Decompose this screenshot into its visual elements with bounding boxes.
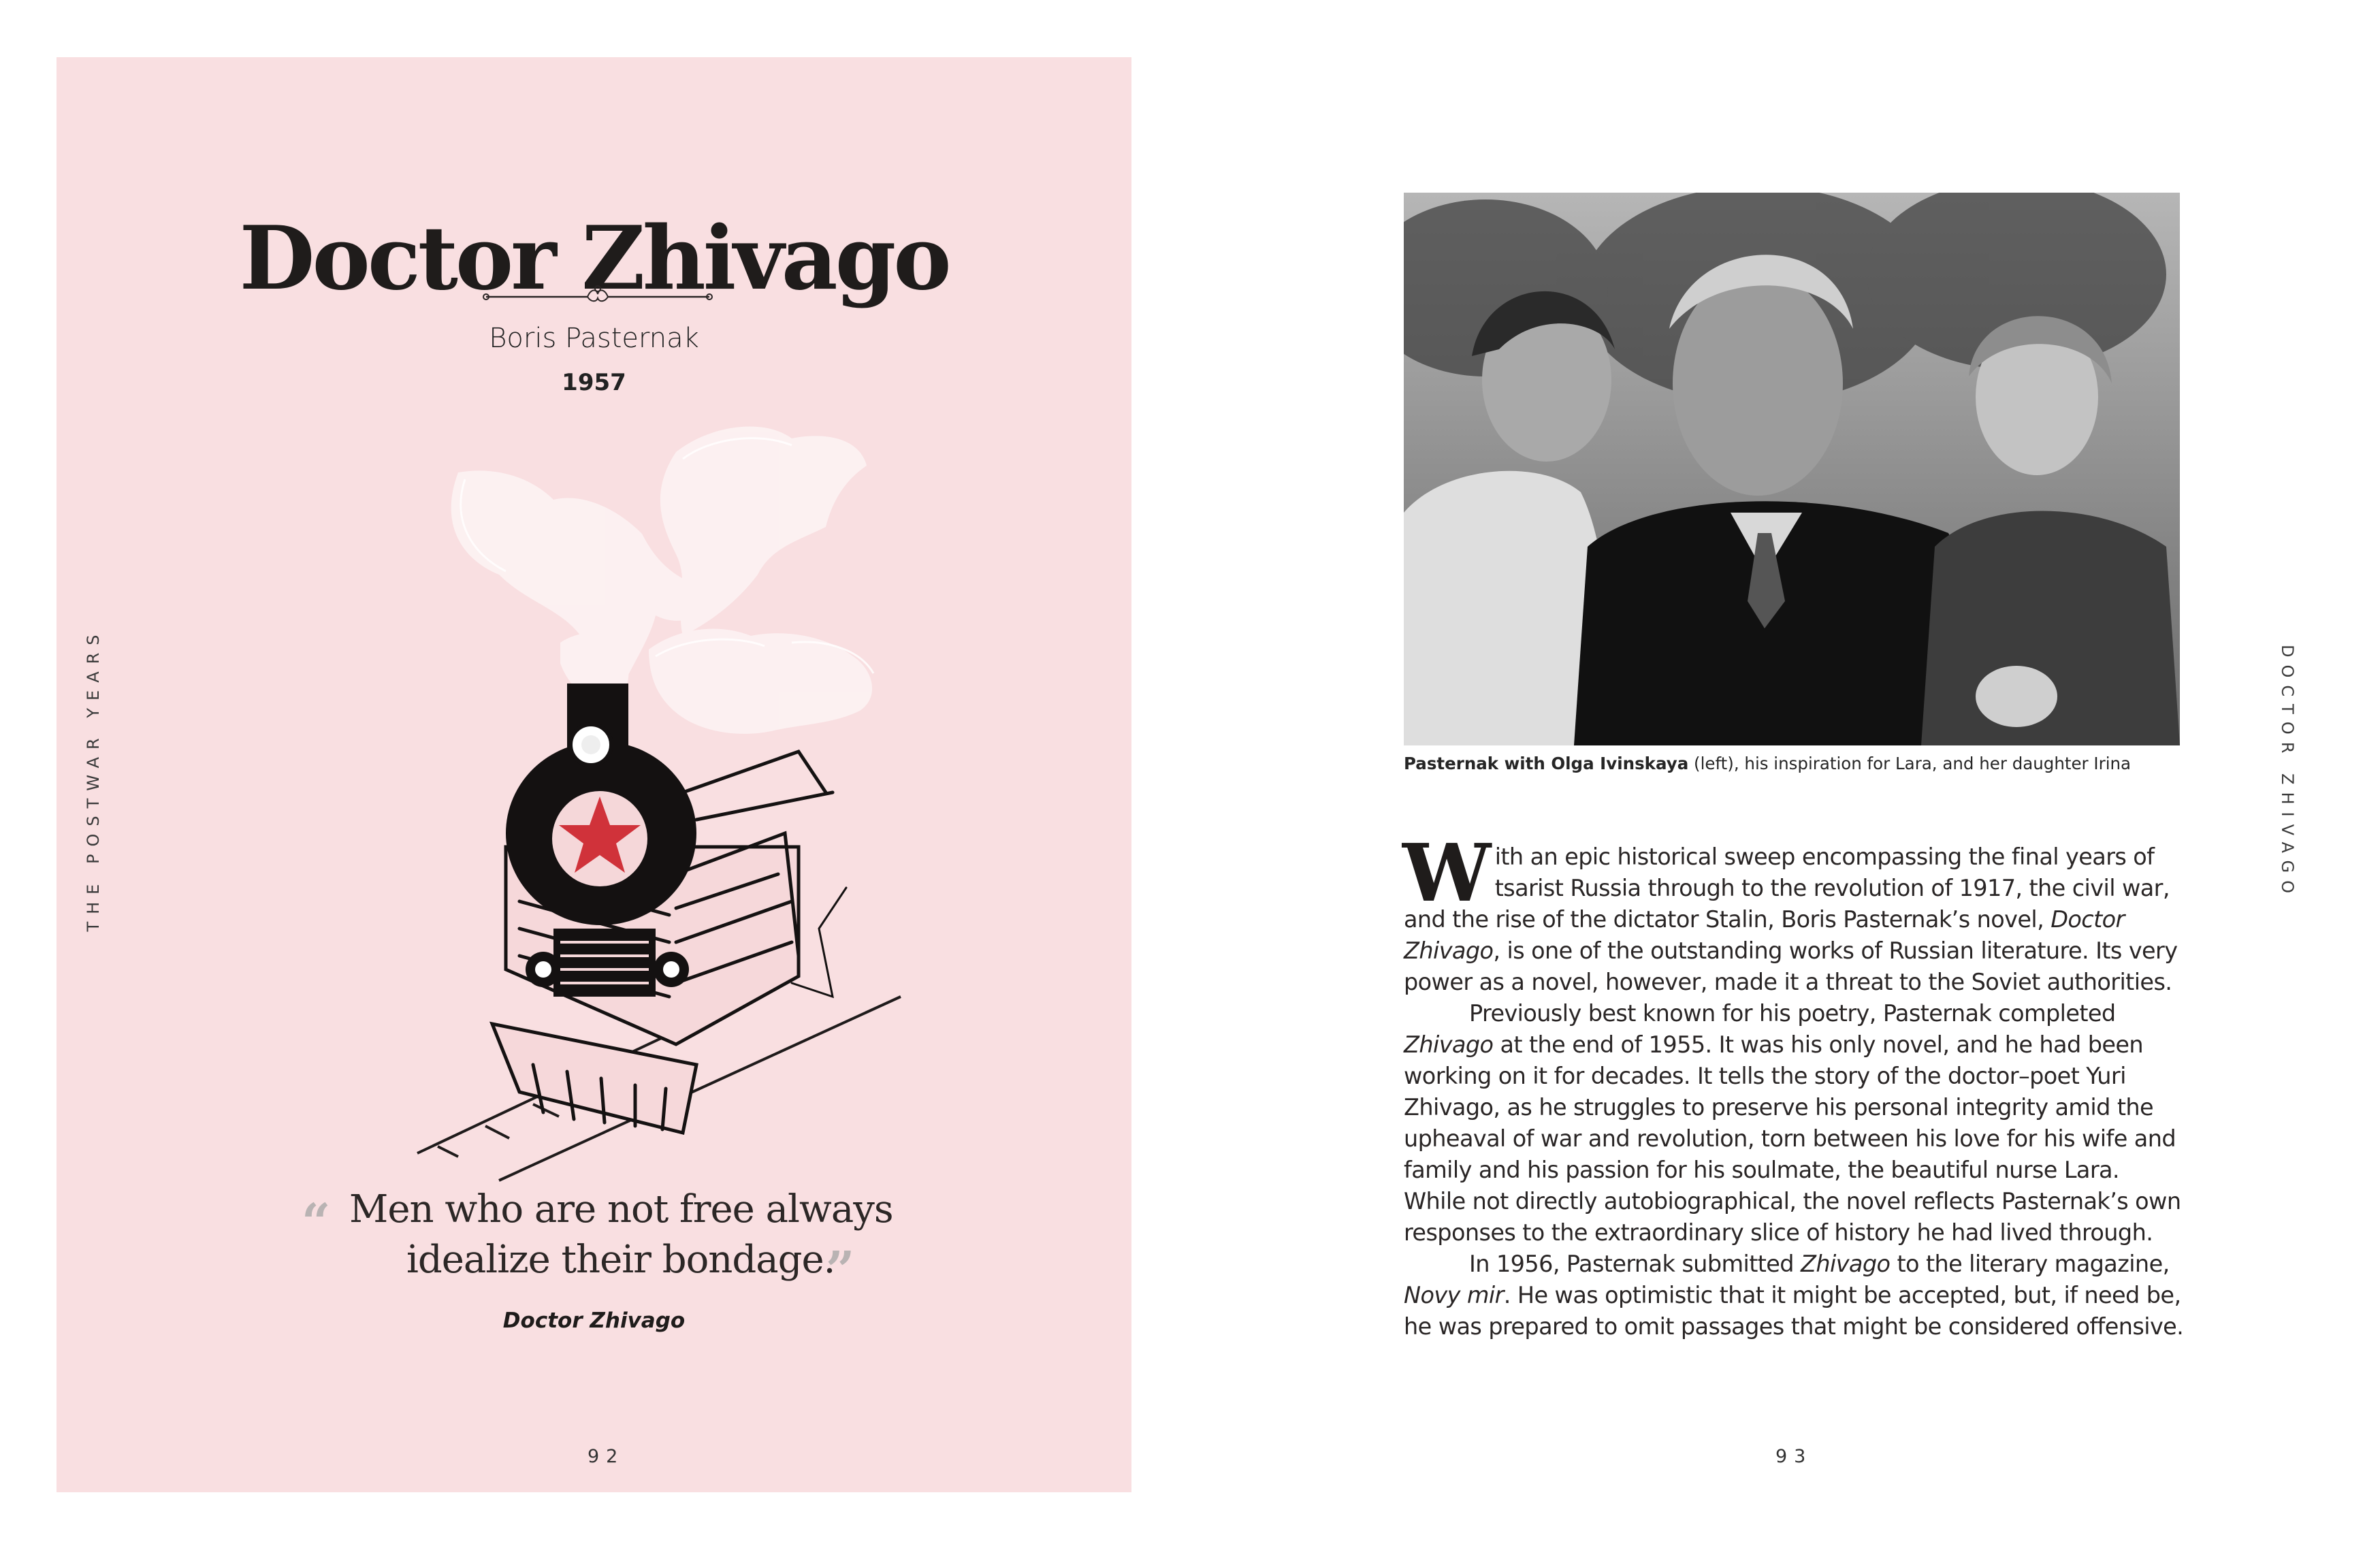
left-page-number: 92 <box>588 1446 625 1467</box>
close-quote-mark: ” <box>826 1241 855 1300</box>
book-title: Doctor Zhivago <box>239 208 949 310</box>
man-face <box>1673 271 1843 496</box>
caption-rest: (left), his inspiration for Lara, and her daughter Irina <box>1688 754 2132 773</box>
paragraph-1-text-a: ith an epic historical sweep encompassing the final years of tsarist Russia through to the revolution of 1917, the civil war, and the rise of the dictator Stalin, Boris Pasternak’s novel, <box>1404 843 2170 933</box>
left-running-head: THE POSTWAR YEARS <box>84 627 103 932</box>
paragraph-3-text-b: to the literary magazine, <box>1890 1251 2170 1277</box>
paragraph-1 <box>1402 827 2187 998</box>
author-photo <box>1404 193 2180 745</box>
right-running-head: DOCTOR ZHIVAGO <box>2278 645 2297 901</box>
paragraph-2-text-b: at the end of 1955. It was his only novel, and he had been working on it for decades. It tells the story of the doctor–poet Yuri Zhivago, as he struggles to preserve his personal integrity amid the upheaval of war and revolution, torn between his love for his wife and family and his passion for his soulmate, the beautiful nurse Lara. While not directly autobiographical, the novel reflects Pasternak’s own responses to the extraordinary slice of history he had lived through. <box>1404 1031 2181 1246</box>
publication-year: 1957 <box>562 369 626 396</box>
ornament-divider <box>482 282 713 309</box>
left-page <box>57 57 1131 1492</box>
open-quote-mark: “ <box>302 1193 331 1252</box>
paragraph-2 <box>1404 998 2187 1249</box>
paragraph-3-text-a: In 1956, Pasternak submitted <box>1469 1251 1801 1277</box>
quote-line-2: idealize their bondage. <box>406 1238 835 1282</box>
paragraph-3-italic-2: Novy mir <box>1404 1282 1504 1308</box>
right-page-number: 93 <box>1775 1446 1813 1467</box>
paragraph-2-text-a: Previously best known for his poetry, Pasternak completed <box>1469 1000 2116 1027</box>
paragraph-3-text-c: . He was optimistic that it might be accepted, but, if need be, he was prepared to omit passages that might be considered offensive. <box>1404 1282 2184 1340</box>
quote-source: Doctor Zhivago <box>502 1308 686 1333</box>
quote-line-1: Men who are not free always <box>349 1187 893 1232</box>
paragraph-2-italic: Zhivago <box>1404 1031 1494 1058</box>
author-name: Boris Pasternak <box>489 323 699 354</box>
caption-bold: Pasternak with Olga Ivinskaya <box>1404 754 1689 773</box>
paragraph-1-text-b: , is one of the outstanding works of Russian literature. Its very power as a novel, however, made it a threat to the Soviet authorities. <box>1404 937 2178 995</box>
locomotive-illustration <box>356 411 982 1194</box>
paragraph-3 <box>1404 1249 2187 1342</box>
paragraph-1-italic: Doctor Zhivago <box>1404 906 2125 964</box>
photo-caption <box>1404 754 2187 773</box>
paragraph-3-italic-1: Zhivago <box>1801 1251 1891 1277</box>
drop-cap: W <box>1402 827 1491 920</box>
body-text <box>1402 827 2187 1342</box>
smoke-clouds <box>451 427 872 734</box>
